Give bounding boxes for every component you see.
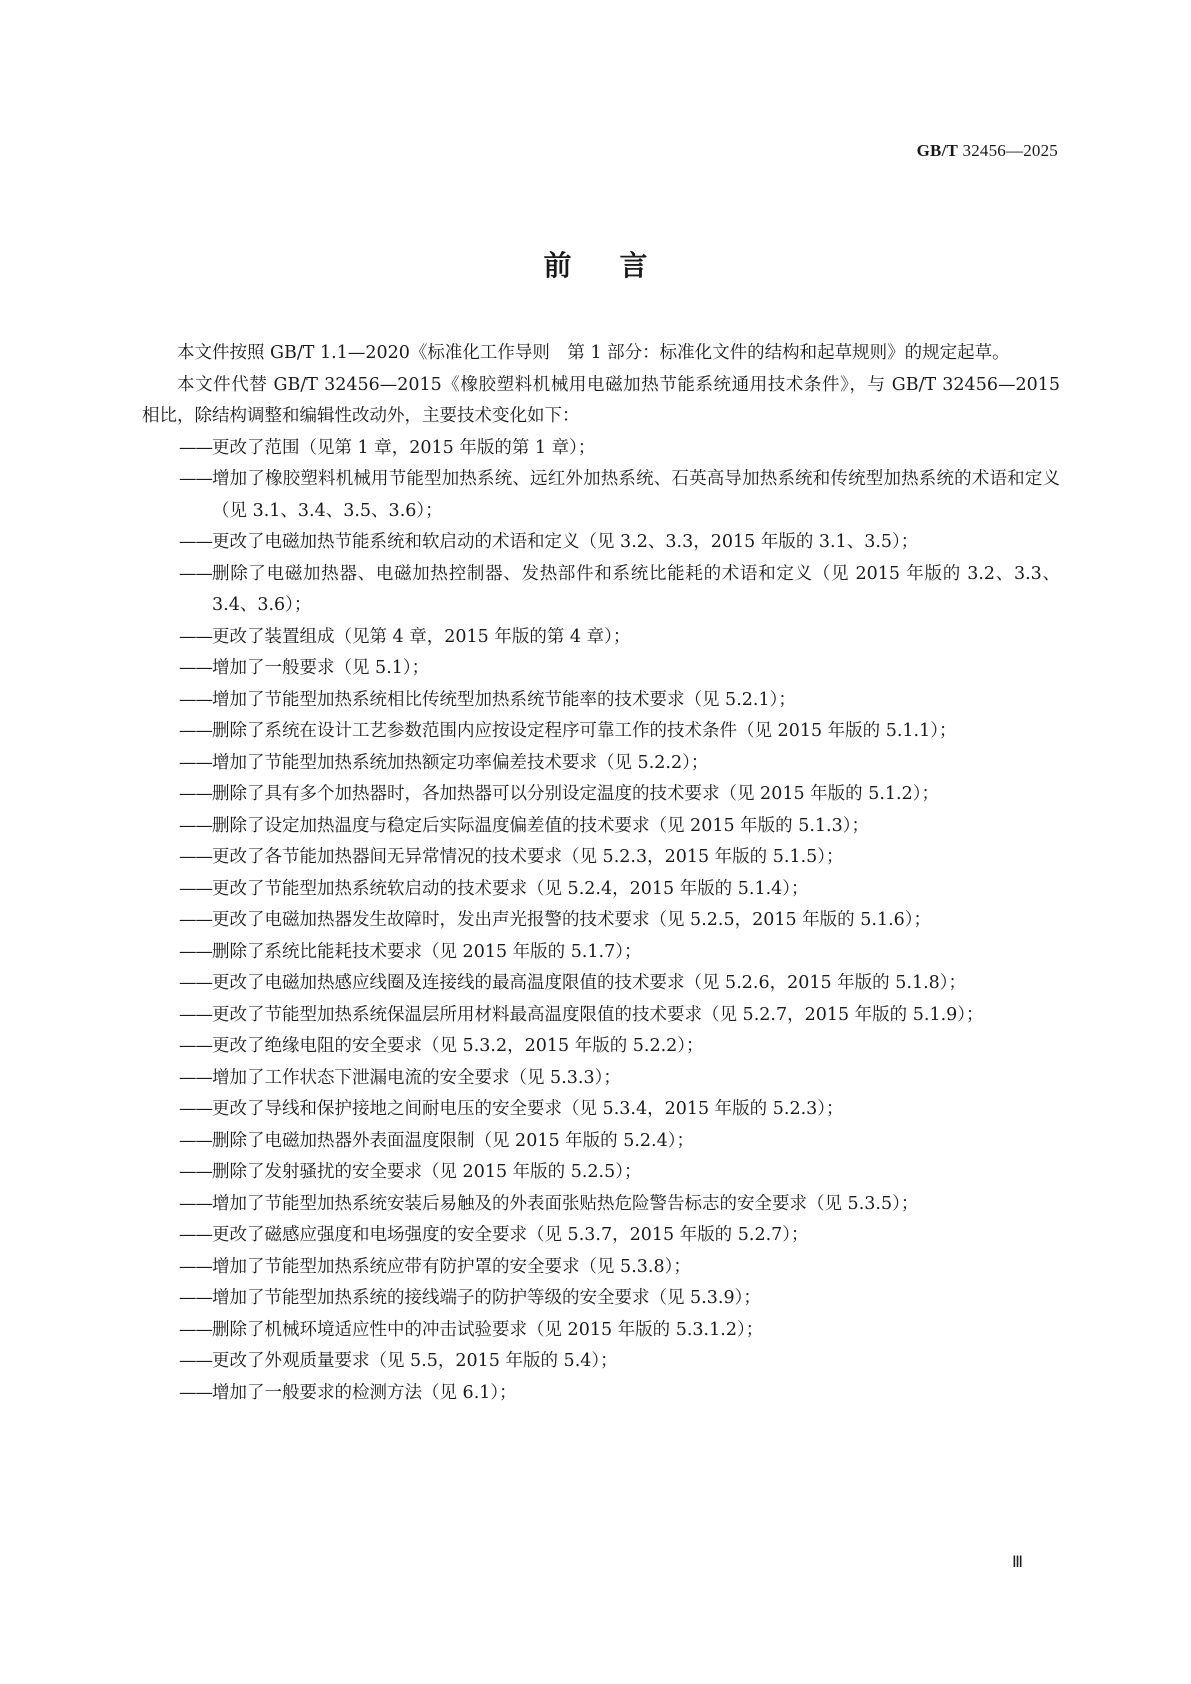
list-item (142, 685, 1060, 717)
list-dash: —— (179, 752, 212, 773)
list-item-text: 删除了系统比能耗技术要求（见 2015 年版的 5.1.7）； (212, 941, 642, 962)
list-dash: —— (179, 532, 212, 552)
list-dash: —— (179, 1288, 212, 1308)
list-dash: —— (179, 626, 212, 647)
preface-body (142, 338, 1060, 1409)
replacement-paragraph: 本文件代替 GB/T 32456—2015《橡胶塑料机械用电磁加热节能系统通用技术条件》，与 GB/T 32456—2015 相比，除结构调整和编辑性改动外，主要技术变化如下： (142, 374, 1060, 426)
list-dash: —— (179, 689, 212, 710)
list-item (142, 937, 1060, 969)
list-dash: —— (179, 1162, 212, 1182)
list-dash: —— (179, 1256, 212, 1277)
list-dash: —— (179, 1225, 212, 1245)
list-item (142, 1283, 1060, 1315)
list-dash: —— (179, 847, 212, 867)
list-item-text: 更改了装置组成（见第 4 章，2015 年版的第 4 章）； (212, 626, 631, 647)
list-dash: —— (179, 910, 212, 930)
list-item (142, 527, 1060, 559)
list-dash: —— (179, 878, 212, 899)
standard-prefix: GB/T (916, 141, 959, 160)
list-dash: —— (179, 469, 212, 489)
list-dash: —— (179, 563, 212, 584)
list-item-text: 增加了节能型加热系统应带有防护罩的安全要求（见 5.3.8）； (212, 1256, 691, 1277)
list-item (142, 1063, 1060, 1095)
list-item-text: 增加了节能型加热系统相比传统型加热系统节能率的技术要求（见 5.2.1）； (212, 689, 796, 710)
list-dash: —— (179, 437, 212, 458)
list-item (142, 1000, 1060, 1032)
list-dash: —— (179, 784, 212, 804)
list-item (142, 779, 1060, 811)
list-item (142, 1157, 1060, 1189)
list-item-text: 更改了各节能加热器间无异常情况的技术要求（见 5.2.3，2015 年版的 5.1.5）； (212, 847, 844, 867)
list-item (142, 748, 1060, 780)
list-item-text: 更改了绝缘电阻的安全要求（见 5.3.2，2015 年版的 5.2.2）； (212, 1036, 704, 1056)
list-item (142, 874, 1060, 906)
list-dash: —— (179, 1319, 212, 1340)
list-item (142, 1189, 1060, 1221)
list-item-text: 删除了机械环境适应性中的冲击试验要求（见 2015 年版的 5.3.1.2）； (212, 1319, 764, 1340)
list-item-text: 更改了范围（见第 1 章，2015 年版的第 1 章）； (212, 437, 596, 458)
list-item (142, 622, 1060, 654)
list-item (142, 1378, 1060, 1410)
list-item-text: 增加了工作状态下泄漏电流的安全要求（见 5.3.3）； (212, 1067, 621, 1088)
list-item-text: 增加了节能型加热系统加热额定功率偏差技术要求（见 5.2.2）； (212, 752, 709, 773)
list-dash: —— (179, 721, 212, 741)
list-item-text: 删除了系统在设计工艺参数范围内应按设定程序可靠工作的技术条件（见 2015 年版的 5.1.1）； (212, 721, 957, 741)
list-dash: —— (179, 941, 212, 962)
list-item (142, 905, 1060, 937)
list-item-text: 更改了外观质量要求（见 5.5，2015 年版的 5.4）； (212, 1351, 618, 1371)
list-item (142, 1094, 1060, 1126)
change-list (142, 433, 1060, 1410)
list-item-text: 删除了发射骚扰的安全要求（见 2015 年版的 5.2.5）； (212, 1162, 642, 1182)
list-item (142, 1220, 1060, 1252)
list-item-text: 增加了节能型加热系统安装后易触及的外表面张贴热危险警告标志的安全要求（见 5.3.5）； (212, 1193, 919, 1214)
list-item-text: 删除了电磁加热器外表面温度限制（见 2015 年版的 5.2.4）； (212, 1130, 695, 1151)
list-item (142, 1126, 1060, 1158)
list-item-text: 删除了具有多个加热器时，各加热器可以分别设定温度的技术要求（见 2015 年版的 5.1.2）； (212, 784, 939, 804)
list-item-text: 更改了导线和保护接地之间耐电压的安全要求（见 5.3.4，2015 年版的 5.2.3）； (212, 1099, 844, 1119)
list-item (142, 1031, 1060, 1063)
list-dash: —— (179, 1382, 212, 1403)
list-dash: —— (179, 1351, 212, 1371)
list-item (142, 968, 1060, 1000)
list-dash: —— (179, 1004, 212, 1025)
list-item-text: 更改了电磁加热器发生故障时，发出声光报警的技术要求（见 5.2.5，2015 年版的 5.1.6）； (212, 910, 932, 930)
list-item-text: 更改了电磁加热感应线圈及连接线的最高温度限值的技术要求（见 5.2.6，2015 年版的 5.1.8）； (212, 973, 967, 993)
intro-paragraph: 本文件按照 GB/T 1.1—2020《标准化工作导则 第 1 部分：标准化文件的结构和起草规则》的规定起草。 (177, 343, 1010, 363)
list-dash: —— (179, 1193, 212, 1214)
list-item (142, 464, 1060, 527)
list-dash: —— (179, 1067, 212, 1088)
list-item-text: 更改了节能型加热系统软启动的技术要求（见 5.2.4，2015 年版的 5.1.4）； (212, 878, 809, 899)
list-item-text: 增加了橡胶塑料机械用节能型加热系统、远红外加热系统、石英高导加热系统和传统型加热系统的术语和定义（见 3.1、3.4、3.5、3.6）； (212, 469, 1060, 521)
list-dash: —— (179, 1099, 212, 1119)
list-item (142, 716, 1060, 748)
list-item (142, 1315, 1060, 1347)
standard-id (917, 141, 1058, 161)
list-item (142, 559, 1060, 622)
list-item (142, 433, 1060, 465)
list-dash: —— (179, 1130, 212, 1151)
list-item-text: 删除了电磁加热器、电磁加热控制器、发热部件和系统比能耗的术语和定义（见 2015 年版的 3.2、3.3、3.4、3.6）； (212, 563, 1060, 615)
list-item (142, 1252, 1060, 1284)
list-item-text: 增加了节能型加热系统的接线端子的防护等级的安全要求（见 5.3.9）； (212, 1288, 761, 1308)
list-dash: —— (179, 658, 212, 678)
list-item-text: 更改了节能型加热系统保温层所用材料最高温度限值的技术要求（见 5.2.7，2015 年版的 5.1.9）； (212, 1004, 984, 1025)
list-item (142, 653, 1060, 685)
list-dash: —— (179, 1036, 212, 1056)
list-item-text: 删除了设定加热温度与稳定后实际温度偏差值的技术要求（见 2015 年版的 5.1.3）； (212, 815, 869, 836)
list-dash: —— (179, 815, 212, 836)
page-number: Ⅲ (1011, 1554, 1023, 1571)
list-item-text: 更改了电磁加热节能系统和软启动的术语和定义（见 3.2、3.3，2015 年版的 3.1、3.5）； (212, 532, 919, 552)
standard-number: 32456—2025 (962, 141, 1058, 160)
list-item-text: 增加了一般要求（见 5.1）； (212, 658, 430, 678)
list-item-text: 更改了磁感应强度和电场强度的安全要求（见 5.3.7，2015 年版的 5.2.7）； (212, 1225, 809, 1245)
list-item (142, 842, 1060, 874)
list-item-text: 增加了一般要求的检测方法（见 6.1）； (212, 1382, 517, 1403)
list-item (142, 811, 1060, 843)
page-title: 前言 (543, 249, 696, 282)
list-dash: —— (179, 973, 212, 993)
list-item (142, 1346, 1060, 1378)
